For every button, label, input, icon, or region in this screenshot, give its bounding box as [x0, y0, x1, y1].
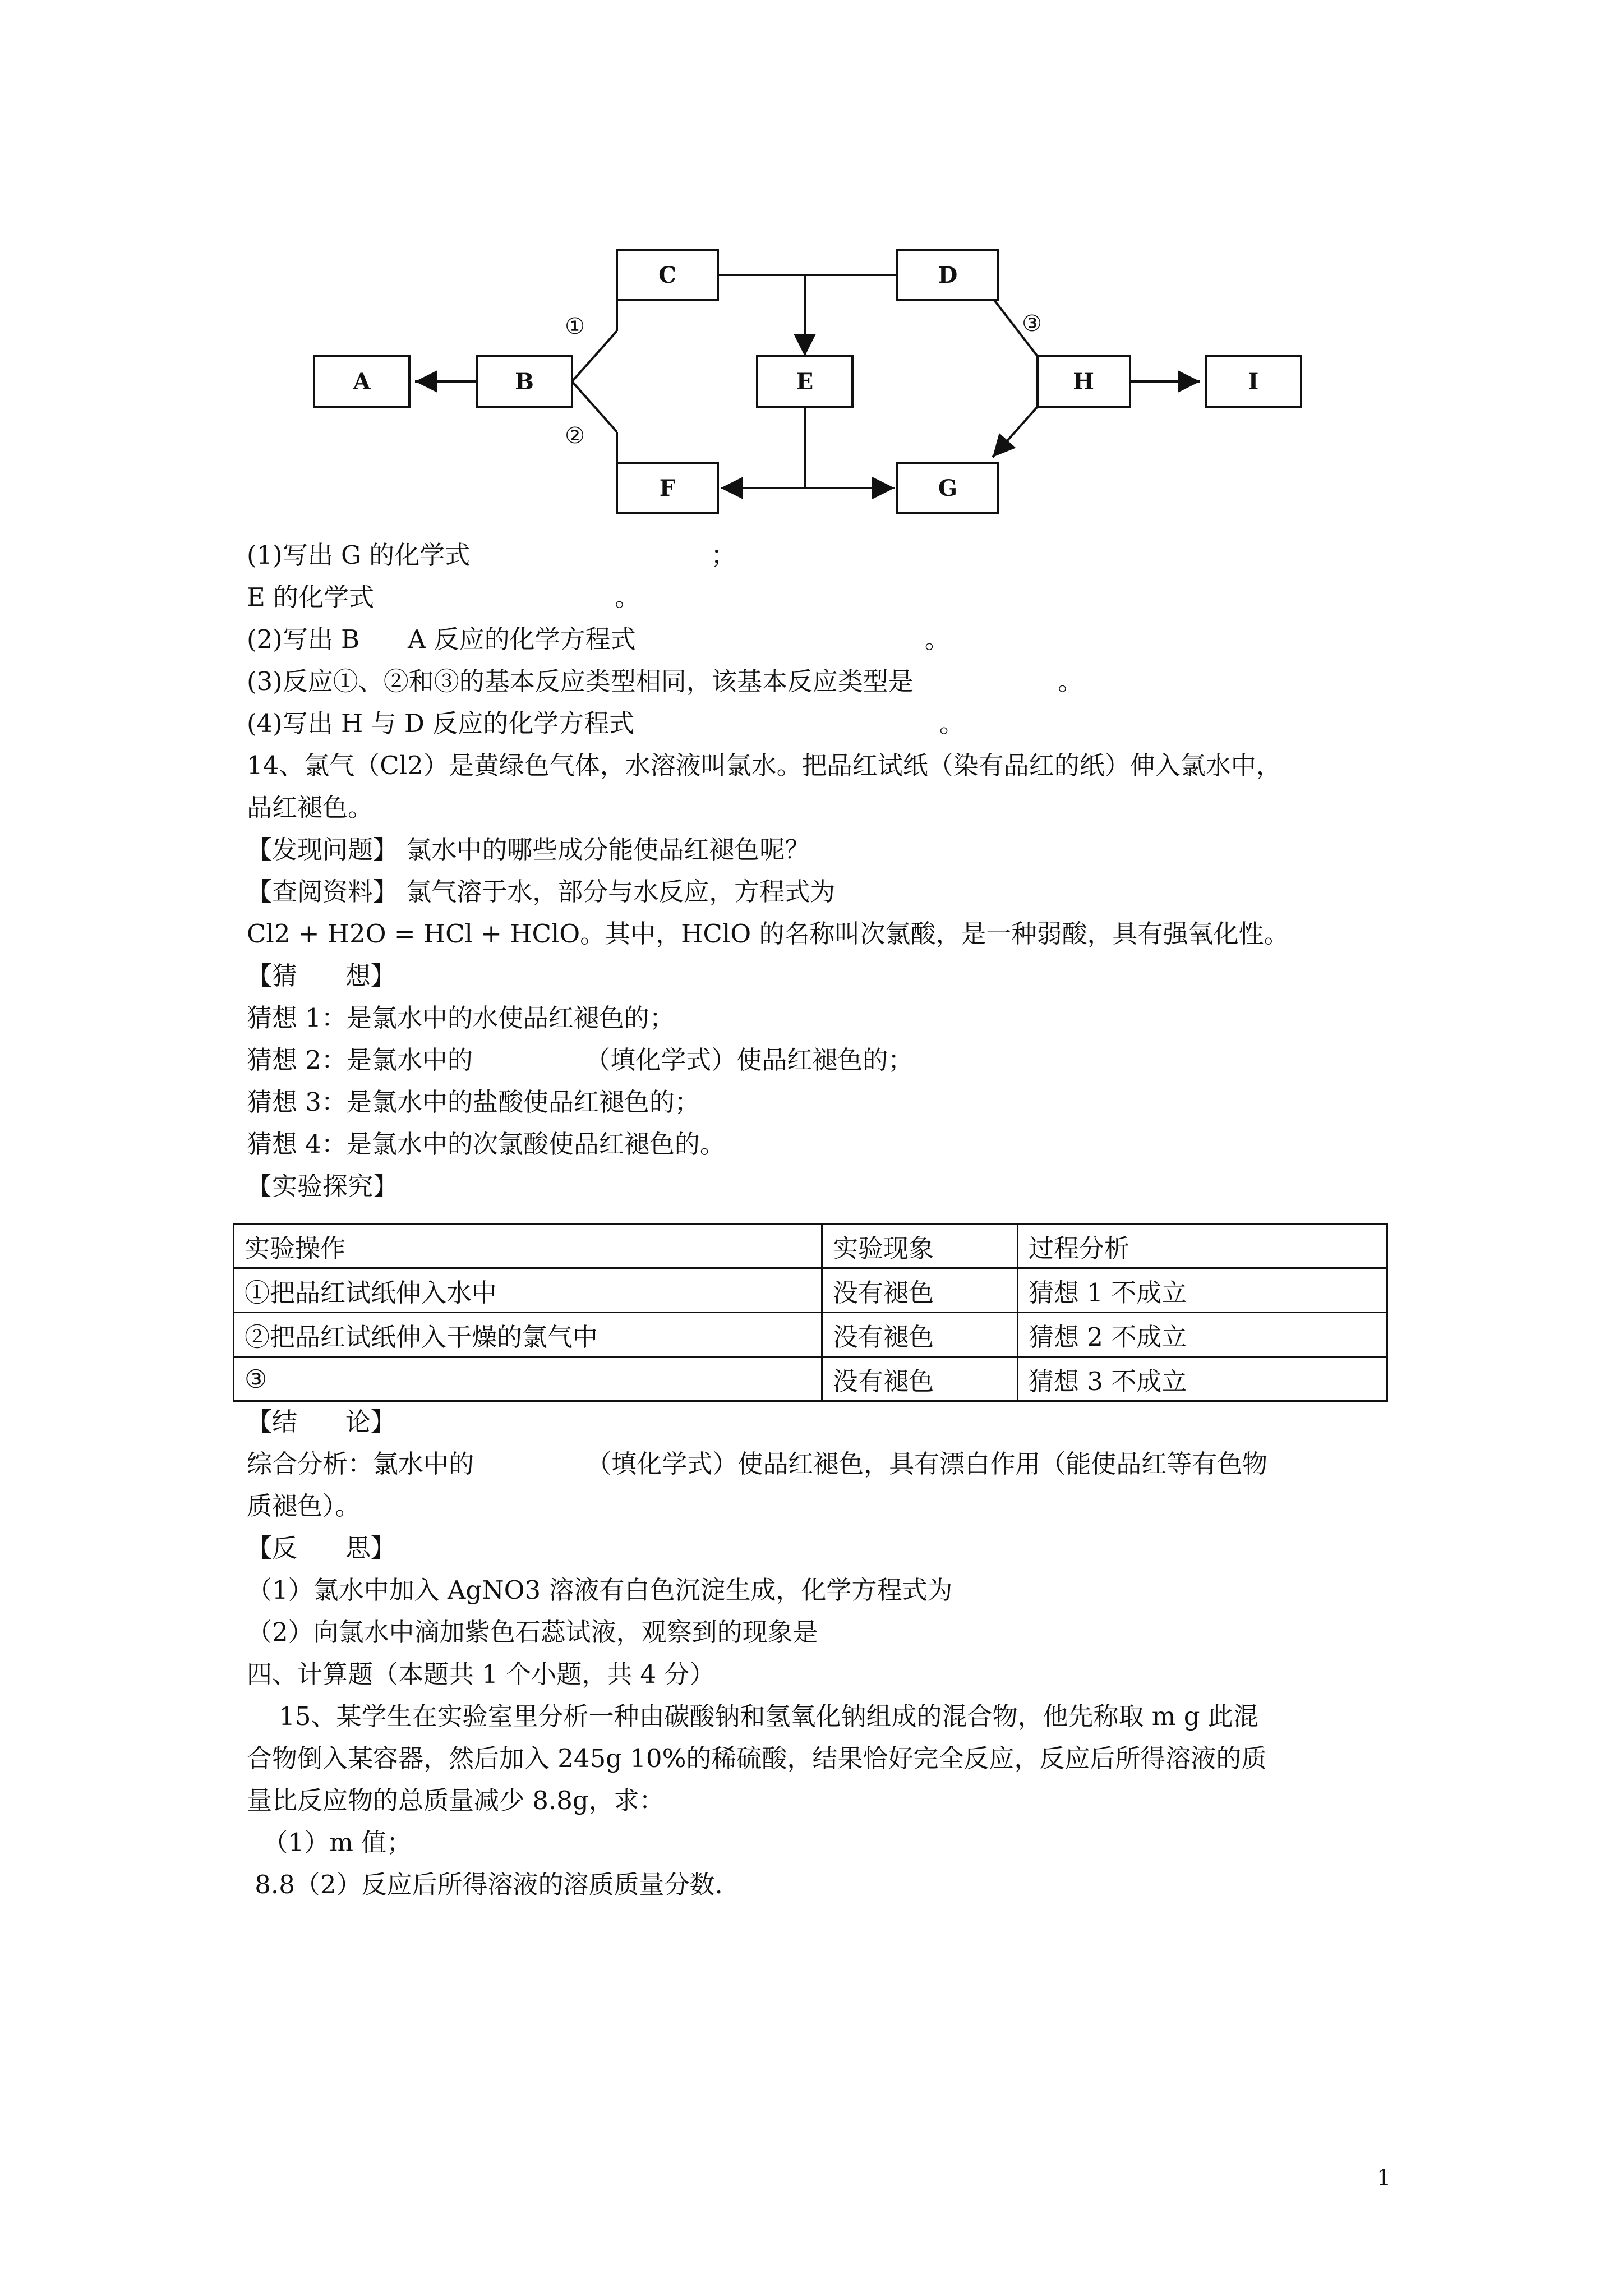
- box-f-label: F: [659, 475, 676, 501]
- table-header-cell: 实验现象: [822, 1224, 1018, 1268]
- section-experiment: 【实验探究】: [247, 1171, 399, 1201]
- question-14-intro-cont: 品红褪色。: [247, 793, 374, 822]
- box-e-label: E: [796, 369, 814, 395]
- table-header-cell: 过程分析: [1018, 1224, 1387, 1268]
- conclusion-text-cont: 质褪色）。: [247, 1491, 361, 1521]
- conclusion-text: 综合分析：氯水中的 （填化学式）使品红褪色，具有漂白作用（能使品红等有色物: [247, 1449, 1268, 1479]
- table-cell: ①把品红试纸伸入水中: [234, 1268, 822, 1313]
- table-cell: ③: [234, 1357, 822, 1401]
- guess-2: 猜想 2：是氯水中的 （填化学式）使品红褪色的；: [247, 1045, 914, 1075]
- section-conclusion: 【结 论】: [247, 1407, 396, 1437]
- box-d-label: D: [938, 262, 958, 288]
- reaction-mark-2: ②: [565, 423, 585, 449]
- reflection-1: （1）氯水中加入 AgNO3 溶液有白色沉淀生成，化学方程式为: [247, 1575, 953, 1605]
- box-i-label: I: [1248, 369, 1259, 395]
- equation-line: Cl2 + H2O = HCl + HClO。其中，HClO 的名称叫次氯酸，是一种弱酸，具有强氧化性。: [247, 919, 1289, 949]
- question-15-part-1: （1）m 值；: [247, 1828, 412, 1857]
- table-cell: 猜想 3 不成立: [1018, 1357, 1387, 1401]
- question-13-2: (2)写出 B A 反应的化学方程式 。: [247, 624, 950, 654]
- reaction-mark-3: ③: [1022, 311, 1042, 337]
- table-row: [234, 1313, 1387, 1357]
- section-find-problem: 【发现问题】 氯水中的哪些成分能使品红褪色呢？: [247, 835, 810, 864]
- page-number: 1: [1377, 2165, 1391, 2191]
- table-cell: 猜想 2 不成立: [1018, 1313, 1387, 1357]
- guess-3: 猜想 3：是氯水中的盐酸使品红褪色的；: [247, 1087, 700, 1117]
- section-calculation: 四、计算题（本题共 1 个小题，共 4 分）: [247, 1659, 715, 1689]
- box-a-label: A: [353, 369, 371, 395]
- section-guess: 【猜 想】: [247, 961, 396, 991]
- box-c-label: C: [658, 262, 676, 288]
- reflection-2: （2）向氯水中滴加紫色石蕊试液，观察到的现象是: [247, 1617, 818, 1647]
- table-cell: 没有褪色: [822, 1313, 1018, 1357]
- guess-1: 猜想 1：是氯水中的水使品红褪色的；: [247, 1003, 675, 1033]
- box-g-label: G: [938, 475, 958, 501]
- question-15: 15、某学生在实验室里分析一种由碳酸钠和氢氧化钠组成的混合物，他先称取 m g 此混: [247, 1701, 1258, 1731]
- experiment-table: [233, 1223, 1388, 1402]
- box-h-label: H: [1073, 369, 1094, 395]
- table-cell: 没有褪色: [822, 1268, 1018, 1313]
- table-cell: 猜想 1 不成立: [1018, 1268, 1387, 1313]
- reaction-flow-diagram: [303, 241, 1312, 522]
- table-cell: ②把品红试纸伸入干燥的氯气中: [234, 1313, 822, 1357]
- table-cell: 没有褪色: [822, 1357, 1018, 1401]
- box-b-label: B: [515, 369, 534, 395]
- table-row: [234, 1357, 1387, 1401]
- table-row: [234, 1268, 1387, 1313]
- question-14-intro: 14、氯气（Cl2）是黄绿色气体，水溶液叫氯水。把品红试纸（染有品红的纸）伸入氯水中，: [247, 751, 1281, 780]
- question-13-1-e: E 的化学式 。: [247, 582, 640, 612]
- section-reference: 【查阅资料】 氯气溶于水，部分与水反应，方程式为: [247, 877, 836, 907]
- section-reflection: 【反 思】: [247, 1533, 396, 1563]
- reaction-mark-1: ①: [565, 314, 585, 339]
- table-header-row: [234, 1224, 1387, 1268]
- question-13-4: (4)写出 H 与 D 反应的化学方程式 。: [247, 708, 965, 738]
- question-15-cont-1: 合物倒入某容器，然后加入 245g 10%的稀硫酸，结果恰好完全反应，反应后所得溶液的质: [247, 1743, 1267, 1773]
- guess-4: 猜想 4：是氯水中的次氯酸使品红褪色的。: [247, 1129, 725, 1159]
- question-15-part-2: 8.8（2）反应后所得溶液的溶质质量分数.: [247, 1870, 723, 1899]
- question-13-3: (3)反应①、②和③的基本反应类型相同，该基本反应类型是 。: [247, 666, 1083, 696]
- table-header-cell: 实验操作: [234, 1224, 822, 1268]
- question-13-1: (1)写出 G 的化学式 ；: [247, 540, 736, 570]
- question-15-cont-2: 量比反应物的总质量减少 8.8g，求：: [247, 1786, 665, 1815]
